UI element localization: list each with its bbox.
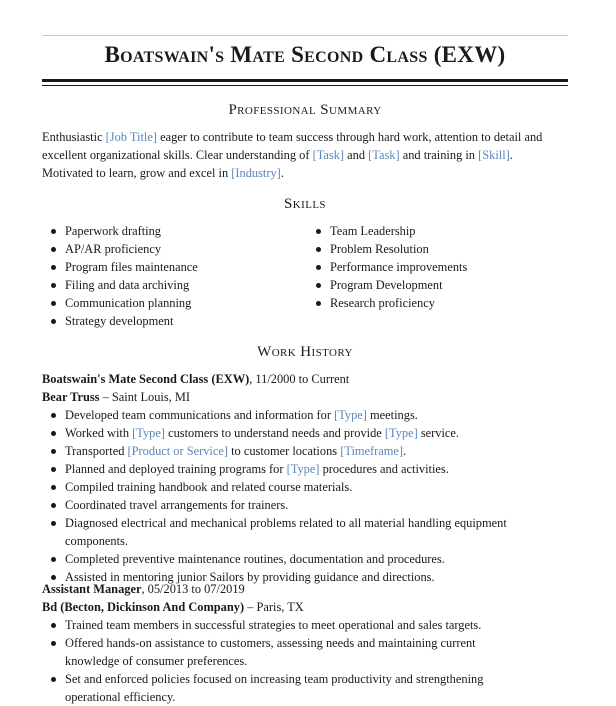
job-bullet: [42, 406, 572, 424]
job-company-line: [42, 388, 572, 406]
job-bullets: [42, 616, 532, 706]
job-dates: , 05/2013 to 07/2019: [141, 582, 245, 596]
job-bullets: [42, 406, 572, 586]
text-run: Enthusiastic: [42, 130, 106, 144]
text-run: procedures and activities.: [319, 462, 449, 476]
placeholder-token: [Type]: [384, 426, 418, 440]
text-run: Compiled training handbook and related course materials.: [65, 480, 353, 494]
summary-paragraph: [42, 128, 562, 182]
job-dates: , 11/2000 to Current: [249, 372, 350, 386]
job-bullet: [42, 616, 532, 634]
placeholder-token: [Task]: [312, 148, 345, 162]
text-run: to customer locations: [228, 444, 341, 458]
skill-item: Strategy development: [42, 312, 302, 330]
job-title-line: [42, 580, 572, 598]
skills-heading: Skills: [284, 196, 326, 212]
skill-item: Research proficiency: [307, 294, 567, 312]
job-title: Assistant Manager: [42, 582, 142, 596]
title-divider-thick: [42, 79, 568, 82]
placeholder-token: [Product or Service]: [127, 444, 228, 458]
title-divider-thin: [42, 85, 568, 86]
text-run: Trained team members in successful strategies to meet operational and sales targets.: [65, 618, 482, 632]
text-run: Completed preventive maintenance routines, documentation and procedures.: [65, 552, 445, 566]
job-title: Boatswain's Mate Second Class (EXW): [42, 372, 250, 386]
text-run: Assisted in mentoring junior Sailors by providing guidance and directions.: [65, 570, 435, 584]
skill-item: Program Development: [307, 276, 567, 294]
text-run: Transported: [65, 444, 128, 458]
skills-list-left: [42, 222, 302, 330]
job-bullet: [42, 442, 572, 460]
text-run: .: [280, 166, 284, 180]
text-run: Offered hands-on assistance to customers, assessing needs and maintaining current knowledge of consumer preferences.: [65, 636, 476, 668]
text-run: and training in: [399, 148, 479, 162]
skill-item: Paperwork drafting: [42, 222, 302, 240]
text-run: service.: [417, 426, 460, 440]
placeholder-token: [Timeframe]: [340, 444, 404, 458]
skill-item: Performance improvements: [307, 258, 567, 276]
summary-heading: Professional Summary: [228, 102, 382, 118]
job-location: – Paris, TX: [244, 600, 304, 614]
skill-item: Program files maintenance: [42, 258, 302, 276]
text-run: eager to contribute to team success through hard work, attention to detail and excellent organizational skills. Clear understanding of: [42, 130, 543, 162]
job-bullet: [42, 550, 572, 568]
text-run: Coordinated travel arrangements for trainers.: [65, 498, 289, 512]
text-run: Developed team communications and information for: [65, 408, 335, 422]
job-company: Bd (Becton, Dickinson And Company): [42, 600, 245, 614]
text-run: .: [403, 444, 407, 458]
job-bullet: [42, 670, 532, 706]
job-location: – Saint Louis, MI: [99, 390, 191, 404]
text-run: . Motivated to learn, grow and excel in: [42, 148, 513, 180]
text-run: meetings.: [366, 408, 418, 422]
text-run: Planned and deployed training programs for: [65, 462, 287, 476]
skills-list-right: [307, 222, 567, 312]
job-bullet: [42, 496, 572, 514]
text-run: Diagnosed electrical and mechanical problems related to all material handling equipment components.: [65, 516, 507, 548]
placeholder-token: [Skill]: [478, 148, 510, 162]
top-divider: [42, 35, 568, 36]
skill-item: Problem Resolution: [307, 240, 567, 258]
job-company: Bear Truss: [42, 390, 100, 404]
placeholder-token: [Task]: [368, 148, 400, 162]
job-company-line: [42, 598, 572, 616]
job-bullet: [42, 514, 572, 550]
placeholder-token: [Industry]: [231, 166, 281, 180]
job-bullet: [42, 478, 572, 496]
text-run: customers to understand needs and provide: [165, 426, 385, 440]
skill-item: Filing and data archiving: [42, 276, 302, 294]
placeholder-token: [Type]: [334, 408, 367, 422]
job-bullet: [42, 460, 572, 478]
text-run: and: [344, 148, 369, 162]
skill-item: Team Leadership: [307, 222, 567, 240]
placeholder-token: [Type]: [132, 426, 165, 440]
skill-item: Communication planning: [42, 294, 302, 312]
skill-item: AP/AR proficiency: [42, 240, 302, 258]
job-title-line: [42, 370, 572, 388]
placeholder-token: [Type]: [286, 462, 320, 476]
text-run: Worked with: [65, 426, 133, 440]
resume-title: Boatswain's Mate Second Class (EXW): [104, 42, 506, 67]
work-history-heading: Work History: [257, 344, 353, 360]
job-bullet: [42, 424, 572, 442]
job-bullet: [42, 634, 532, 670]
text-run: Set and enforced policies focused on increasing team productivity and strengthening operational efficiency.: [65, 672, 484, 704]
placeholder-token: [Job Title]: [105, 130, 157, 144]
